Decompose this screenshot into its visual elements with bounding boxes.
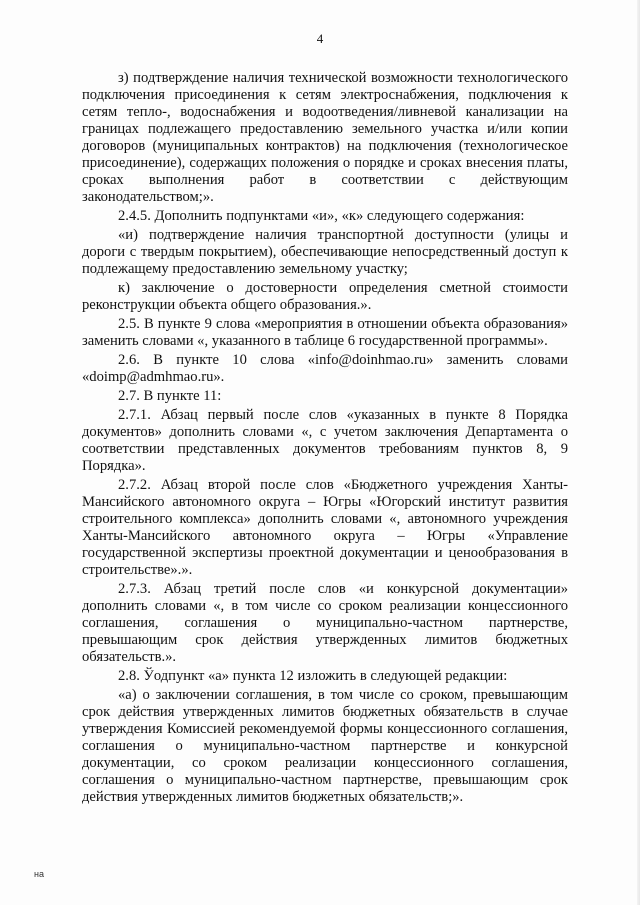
paragraph-subitem-k: к) заключение о достоверности определения сметной стоимости реконструкции объекта общего образования.». bbox=[82, 280, 568, 313]
paragraph-2-7: 2.7. В пункте 11: bbox=[118, 388, 222, 404]
paragraph-subitem-i: «и) подтверждение наличия транспортной доступности (улицы и дороги с твердым покрытием), обеспечивающие непосредственный доступ к подлежащему предоставлению земельному участку; bbox=[82, 227, 568, 277]
paragraph-subitem-a: «а) о заключении соглашения, в том числе со сроком, превышающим срок действия утвержденных лимитов бюджетных обязательств в случае утверждения Комиссией рекомендуемой формы концессионного соглашения, соглашения о муниципально-частном партнерстве и конкурсной документации, со сроком реализации концессионного соглашения, соглашения о муниципально-частном партнерстве, превышающим срок действия утвержденных лимитов бюджетных обязательств;». bbox=[82, 687, 568, 805]
paragraph-2-8: 2.8. Ўодпункт «а» пункта 12 изложить в следующей редакции: bbox=[118, 668, 508, 684]
footer-mark: на bbox=[34, 869, 44, 879]
paragraph-2-6: 2.6. В пункте 10 слова «info@doinhmao.ru» заменить словами «doimp@admhmao.ru». bbox=[82, 352, 568, 385]
paragraph-2-4-5: 2.4.5. Дополнить подпунктами «и», «к» следующего содержания: bbox=[118, 208, 525, 224]
paragraph-subitem-z: з) подтверждение наличия технической возможности технологического подключения присоединения к сетям электроснабжения, подключения к сетям тепло-, водоснабжения и водоотведения/ливневой канализации на границах подлежащего предоставлению земельного участка и/или копии договоров (муниципальных контрактов) на подключения (технологическое присоединение), содержащих положения о порядке и сроках внесения платы, сроках выполнения работ в соответствии с действующим законодательством;». bbox=[82, 70, 568, 205]
paragraph-2-7-2: 2.7.2. Абзац второй после слов «Бюджетного учреждения Ханты-Мансийского автономного округа – Югры «Югорский институт развития строительного комплекса» дополнить словами «, автономного учреждения Ханты-Мансийского автономного округа – Югры «Управление государственной экспертизы проектной документации и ценообразования в строительстве».». bbox=[82, 477, 568, 578]
page-number: 4 bbox=[316, 31, 324, 46]
document-body bbox=[82, 70, 568, 808]
paragraph-2-7-1: 2.7.1. Абзац первый после слов «указанных в пункте 8 Порядка документов» дополнить словами «, с учетом заключения Департамента о соответствии представленных документов требованиям пунктов 8, 9 Порядка». bbox=[82, 407, 568, 474]
paragraph-2-7-3: 2.7.3. Абзац третий после слов «и конкурсной документации» дополнить словами «, в том числе со сроком реализации концессионного соглашения, соглашения о муниципально-частном партнерстве, превышающим срок действия утвержденных лимитов бюджетных обязательств.». bbox=[82, 581, 568, 665]
paragraph-2-5: 2.5. В пункте 9 слова «мероприятия в отношении объекта образования» заменить словами «, указанного в таблице 6 государственной программы». bbox=[82, 316, 568, 349]
